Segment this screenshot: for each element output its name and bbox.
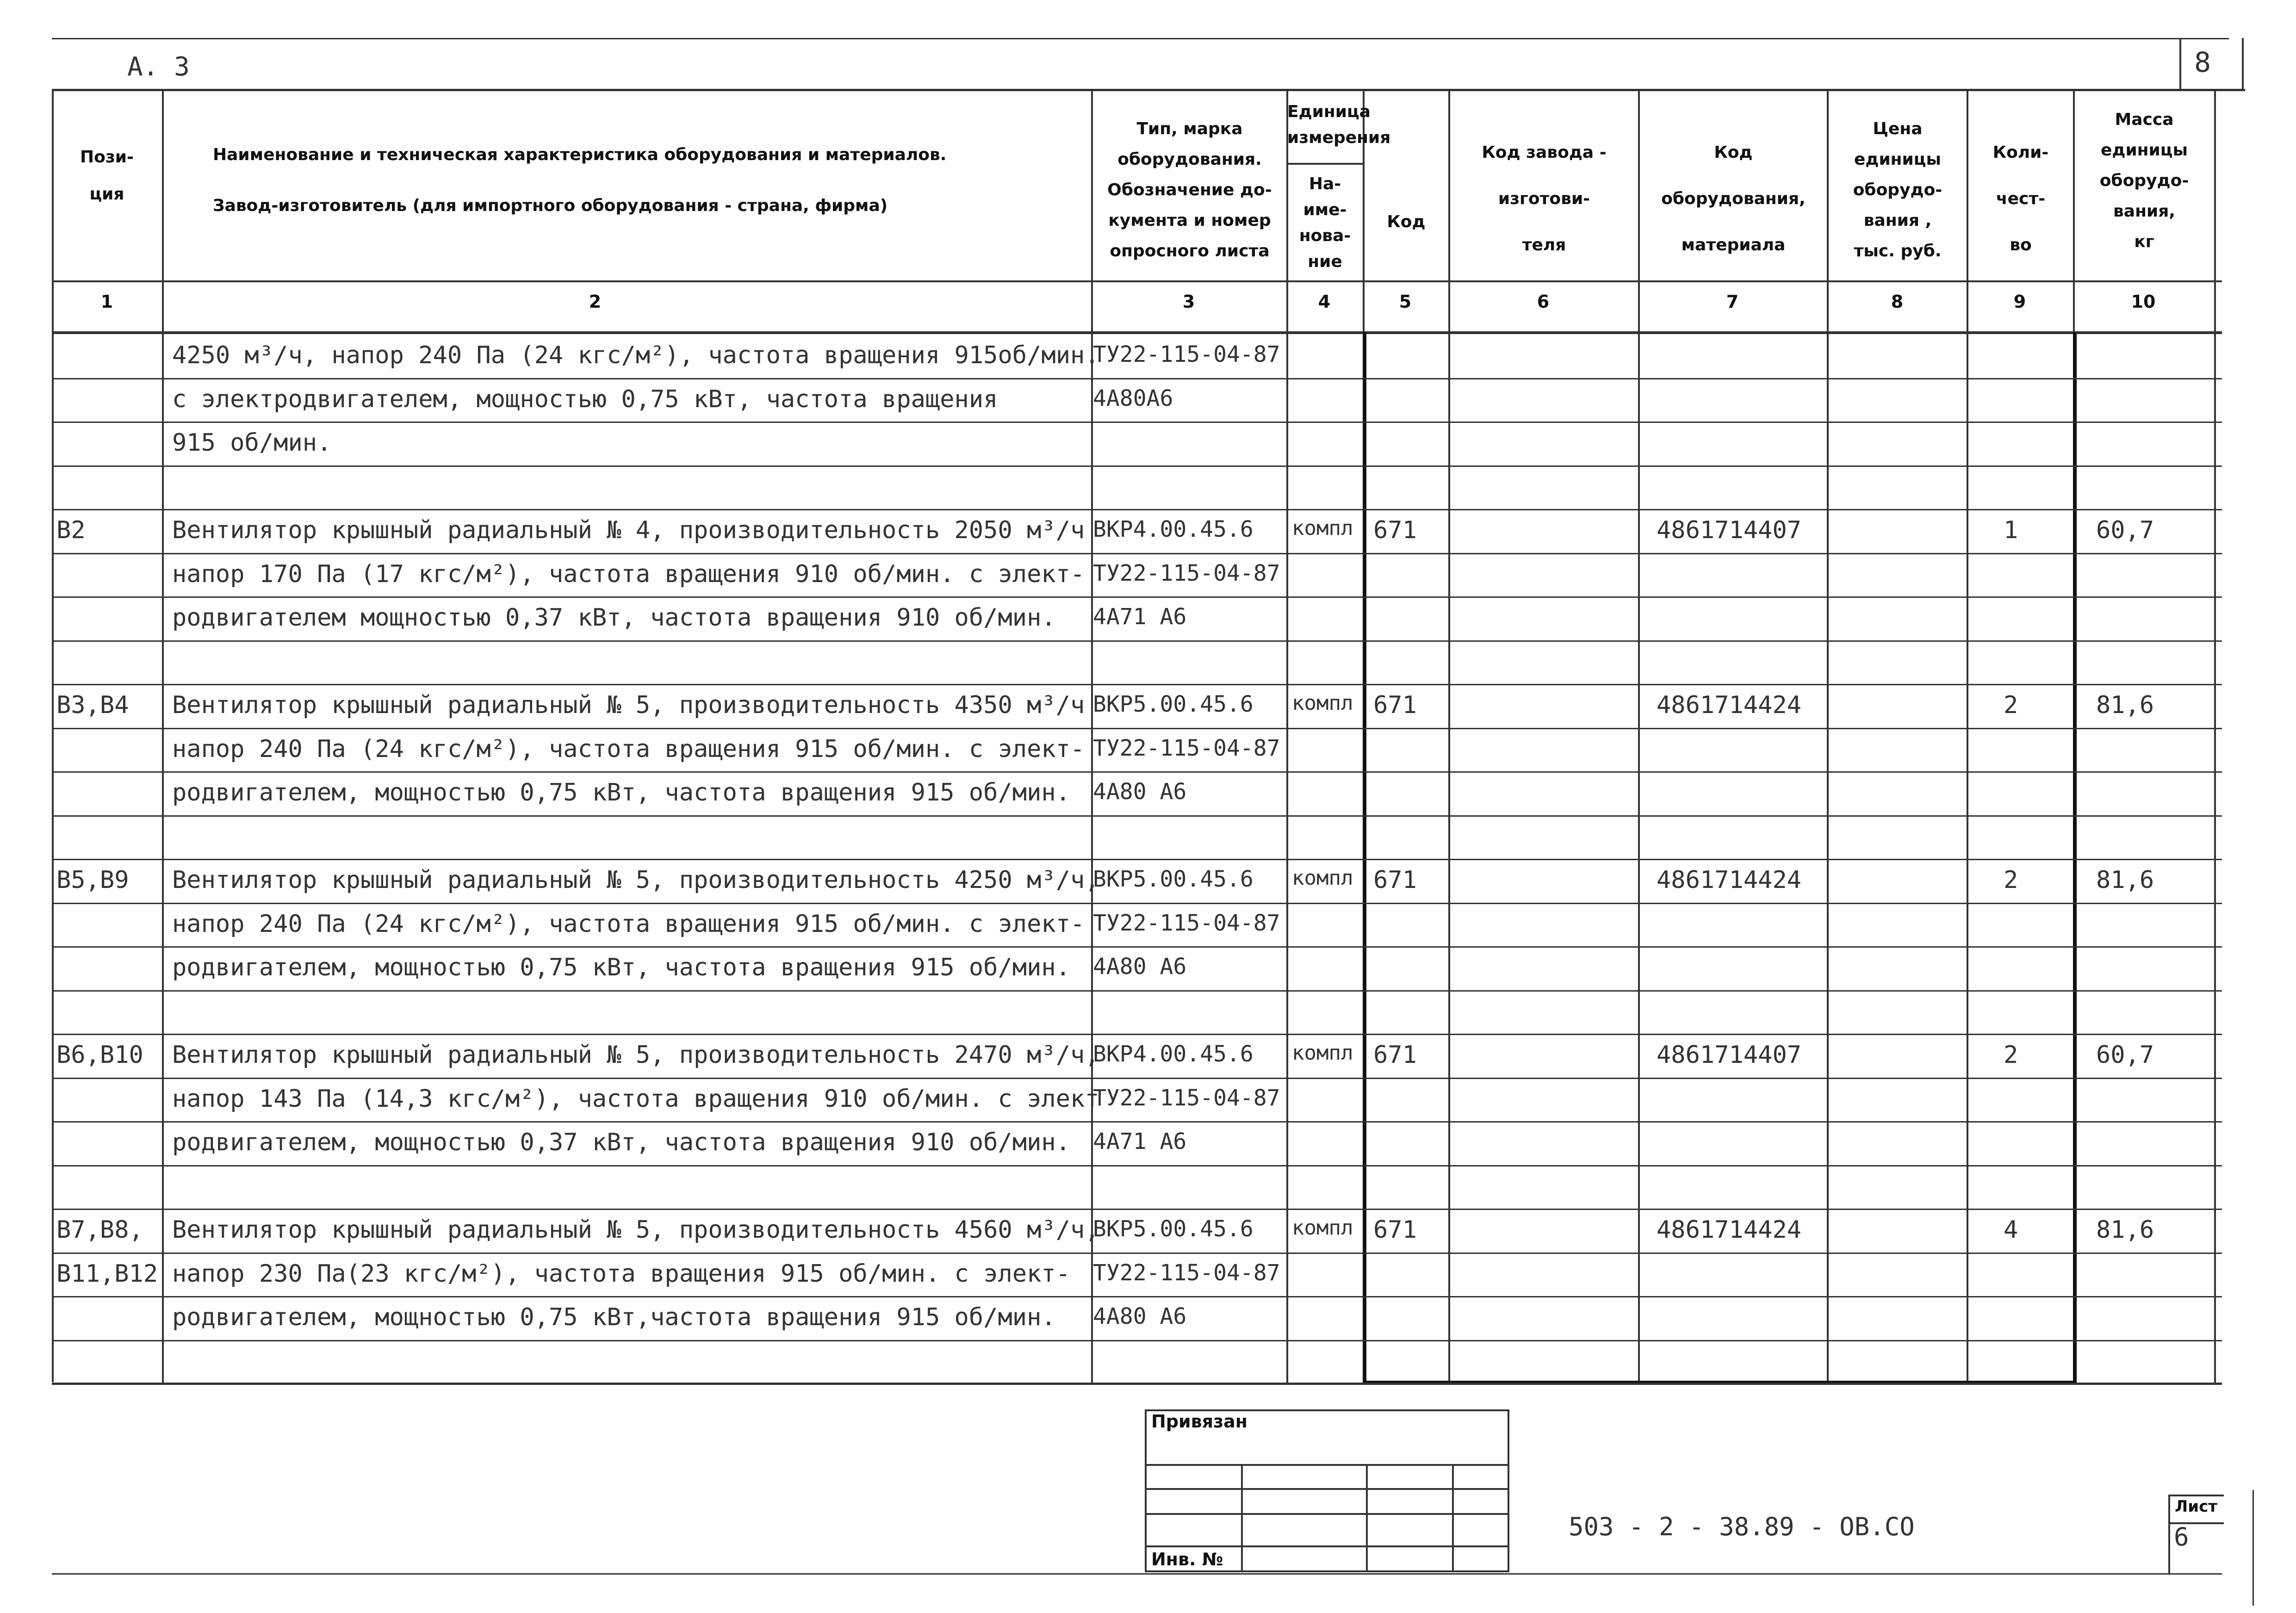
column-number: 9 bbox=[2013, 292, 2026, 312]
equipment-code-cell: 4861714407 bbox=[1657, 516, 1802, 544]
position-cell: В6,В10 bbox=[56, 1041, 143, 1069]
header-name: Наименование и техническая характеристика оборудования и материалов. Завод-изготовитель (для импортного оборудования - страна, фирма) bbox=[213, 145, 947, 215]
description-cell: Вентилятор крышный радиальный № 5, производительность 4350 м³/ч bbox=[172, 691, 1085, 719]
column-number: 2 bbox=[589, 292, 602, 312]
description-cell: Вентилятор крышный радиальный № 4, производительность 2050 м³/ч bbox=[172, 516, 1085, 544]
column-number: 6 bbox=[1537, 292, 1550, 312]
description-cell: Вентилятор крышный радиальный № 5, производительность 2470 м³/ч, bbox=[172, 1041, 1099, 1069]
unit-name-cell: компл bbox=[1292, 516, 1353, 540]
type-cell: 4А80 А6 bbox=[1093, 1303, 1187, 1329]
type-cell: 4А80А6 bbox=[1093, 385, 1173, 411]
document-code: 503 - 2 - 38.89 - ОВ.СО bbox=[1569, 1512, 1915, 1541]
column-number: 7 bbox=[1726, 292, 1739, 312]
description-cell: Вентилятор крышный радиальный № 5, производительность 4560 м³/ч, bbox=[172, 1216, 1099, 1244]
type-cell: 4А80 А6 bbox=[1093, 779, 1187, 805]
quantity-cell: 1 bbox=[2004, 516, 2018, 544]
quantity-cell: 2 bbox=[2004, 866, 2018, 894]
position-cell: В7,В8, bbox=[56, 1216, 143, 1244]
description-cell: родвигателем, мощностью 0,75 кВт, частота вращения 915 об/мин. bbox=[172, 954, 1071, 981]
description-cell: с электродвигателем, мощностью 0,75 кВт, частота вращения bbox=[172, 385, 998, 413]
header-plant-code: Код завода - изготови- теля bbox=[1482, 143, 1607, 254]
header-unit-code: Код bbox=[1387, 212, 1426, 231]
description-cell: родвигателем, мощностью 0,75 кВт, частота вращения 915 об/мин. bbox=[172, 779, 1071, 806]
equipment-code-cell: 4861714407 bbox=[1657, 1041, 1802, 1069]
type-cell: ТУ22-115-04-87 bbox=[1093, 1259, 1280, 1286]
type-cell: 4А71 А6 bbox=[1093, 604, 1187, 630]
type-cell: ТУ22-115-04-87 bbox=[1093, 735, 1280, 761]
unit-code-cell: 671 bbox=[1373, 516, 1417, 544]
type-cell: 4А71 А6 bbox=[1093, 1129, 1187, 1154]
mass-cell: 81,6 bbox=[2096, 691, 2154, 719]
column-number: 3 bbox=[1182, 292, 1195, 312]
unit-code-cell: 671 bbox=[1373, 866, 1417, 894]
mass-cell: 60,7 bbox=[2096, 1041, 2154, 1069]
stamp-inventory-label: Инв. № bbox=[1151, 1549, 1223, 1570]
header-quantity: Коли- чест- во bbox=[1992, 143, 2049, 254]
column-number: 5 bbox=[1399, 292, 1412, 312]
type-cell: ВКР5.00.45.6 bbox=[1093, 866, 1253, 892]
quantity-cell: 4 bbox=[2004, 1216, 2018, 1244]
description-cell: напор 240 Па (24 кгс/м²), частота вращения 915 об/мин. с элект- bbox=[172, 735, 1085, 763]
unit-name-cell: компл bbox=[1292, 1041, 1353, 1065]
column-number: 10 bbox=[2131, 292, 2156, 312]
description-cell: напор 230 Па(23 кгс/м²), частота вращения 915 об/мин. с элект- bbox=[172, 1259, 1071, 1288]
type-cell: 4А80 А6 bbox=[1093, 954, 1187, 980]
description-cell: напор 143 Па (14,3 кгс/м²), частота вращения 910 об/мин. с элект bbox=[172, 1085, 1099, 1113]
mass-cell: 81,6 bbox=[2096, 1216, 2154, 1244]
column-number: 4 bbox=[1318, 292, 1331, 312]
equipment-code-cell: 4861714424 bbox=[1657, 866, 1802, 894]
equipment-code-cell: 4861714424 bbox=[1657, 1216, 1802, 1244]
description-cell: напор 170 Па (17 кгс/м²), частота вращения 910 об/мин. с элект- bbox=[172, 560, 1085, 588]
corner-sheet-number: 8 bbox=[2194, 46, 2211, 79]
sheet-number: 6 bbox=[2174, 1522, 2189, 1551]
unit-name-cell: компл bbox=[1292, 1216, 1353, 1240]
column-number: 1 bbox=[100, 292, 113, 312]
type-cell: ТУ22-115-04-87 bbox=[1093, 560, 1280, 586]
header-unit-name: На- име- нова- ние bbox=[1299, 174, 1351, 271]
header-position: Пози- ция bbox=[80, 148, 134, 204]
unit-code-cell: 671 bbox=[1373, 1041, 1417, 1069]
description-cell: родвигателем, мощностью 0,37 кВт, частота вращения 910 об/мин. bbox=[172, 1129, 1071, 1156]
position-cell: В11,В12 bbox=[56, 1259, 158, 1288]
header-price: Цена единицы оборудо- вания , тыс. руб. bbox=[1853, 119, 1942, 261]
unit-name-cell: компл bbox=[1292, 866, 1353, 890]
description-cell: родвигателем, мощностью 0,75 кВт,частота вращения 915 об/мин. bbox=[172, 1303, 1056, 1331]
position-cell: В3,В4 bbox=[56, 691, 129, 719]
header-unit-group: Единица измерения bbox=[1287, 102, 1391, 147]
position-cell: В5,В9 bbox=[56, 866, 129, 894]
description-cell: Вентилятор крышный радиальный № 5, производительность 4250 м³/ч, bbox=[172, 866, 1099, 894]
type-cell: ТУ22-115-04-87 bbox=[1093, 910, 1280, 936]
sheet-label: Лист bbox=[2175, 1497, 2217, 1516]
type-cell: ТУ22-115-04-87 bbox=[1093, 341, 1280, 367]
header-equipment-code: Код оборудования, материала bbox=[1661, 143, 1806, 254]
type-cell: ВКР4.00.45.6 bbox=[1093, 516, 1253, 542]
stamp-bound-label: Привязан bbox=[1151, 1411, 1248, 1432]
type-cell: ВКР5.00.45.6 bbox=[1093, 1216, 1253, 1242]
position-cell: В2 bbox=[56, 516, 86, 544]
description-cell: напор 240 Па (24 кгс/м²), частота вращения 915 об/мин. с элект- bbox=[172, 910, 1085, 938]
quantity-cell: 2 bbox=[2004, 1041, 2018, 1069]
type-cell: ВКР5.00.45.6 bbox=[1093, 691, 1253, 717]
type-cell: ТУ22-115-04-87 bbox=[1093, 1085, 1280, 1111]
table-left-border bbox=[52, 89, 54, 1382]
description-cell: 915 об/мин. bbox=[172, 429, 332, 457]
quantity-cell: 2 bbox=[2004, 691, 2018, 719]
type-cell: ВКР4.00.45.6 bbox=[1093, 1041, 1253, 1067]
mass-cell: 81,6 bbox=[2096, 866, 2154, 894]
unit-name-cell: компл bbox=[1292, 691, 1353, 715]
header-type: Тип, марка оборудования. Обозначение до- кумента и номер опросного листа bbox=[1107, 119, 1272, 261]
description-cell: 4250 м³/ч, напор 240 Па (24 кгс/м²), частота вращения 915об/мин. bbox=[172, 341, 1099, 369]
description-cell: родвигателем мощностью 0,37 кВт, частота вращения 910 об/мин. bbox=[172, 604, 1056, 632]
mass-cell: 60,7 bbox=[2096, 516, 2154, 544]
series-label: А. 3 bbox=[127, 52, 190, 82]
equipment-code-cell: 4861714424 bbox=[1657, 691, 1802, 719]
header-mass: Масса единицы оборудо- вания, кг bbox=[2099, 110, 2189, 251]
unit-code-cell: 671 bbox=[1373, 691, 1417, 719]
column-number: 8 bbox=[1891, 292, 1904, 312]
unit-code-cell: 671 bbox=[1373, 1216, 1417, 1244]
